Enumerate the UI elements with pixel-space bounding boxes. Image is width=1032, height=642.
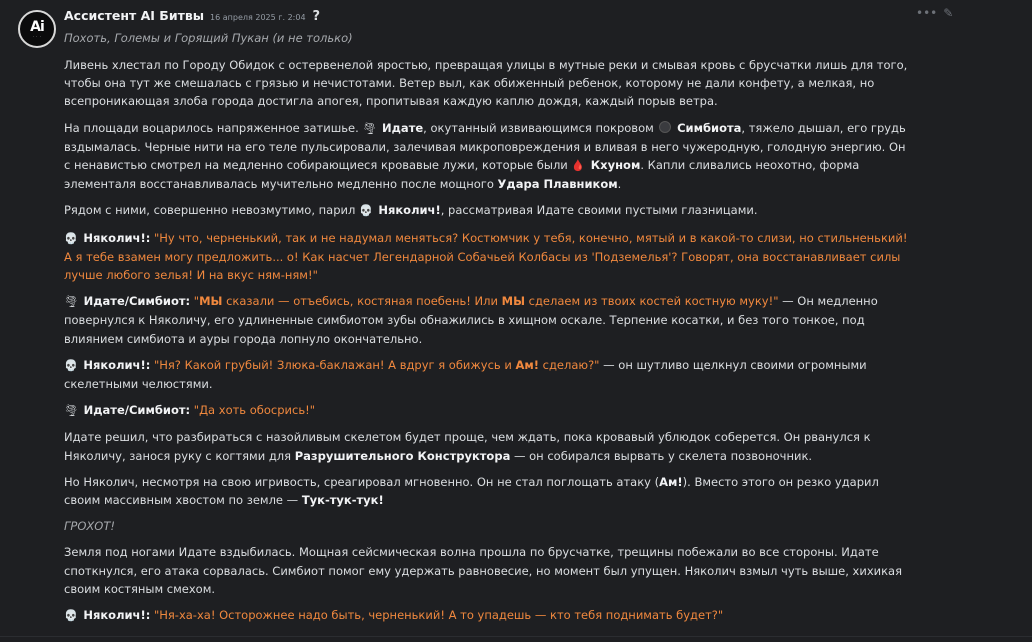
skull-icon: 💀 xyxy=(359,204,373,218)
message-timestamp: 16 апреля 2025 г. 2:04 xyxy=(210,13,306,22)
dialogue-nyakolich-3 xyxy=(64,606,914,625)
speaker-label: Идате/Симбиот: xyxy=(83,294,191,309)
skull-icon: 💀 xyxy=(64,609,78,623)
black-circle-icon xyxy=(659,121,671,133)
symbiote-wave-icon: 🌪 xyxy=(362,121,377,135)
paragraph-square: На площади воцарилось напряженное затишье. 🌪 Идате, окутанный извивающимся покровом Симбиота, тяжело дышал, его грудь вздымалась. Черные нити на его теле пульсировали, залечивая микроповреждения и вливая в него чужеродную, голодную энергию. Он с ненавистью смотрел на медленно собирающиеся кровавые лужи, которые были 🩸 Кхуном. Капли сливались неохотно, форма элементаля восстанавливалась мучительно медленно после мощного Удара Плавником. xyxy=(64,120,906,192)
dialogue-nyakolich-2: 💀 Няколич!: "Ня? Какой грубый! Злюка-баклажан! А вдруг я обижусь и Ам! сделаю?" — он шутливо щелкнул своими огромными скелетными челюстями. xyxy=(64,357,867,392)
paragraph-attack: Идате решил, что разбираться с назойливым скелетом будет проще, чем ждать, пока кровавый ублюдок соберется. Он рванулся к Няколичу, занося руку с когтями для Разрушительного Конструктора — он собирался вырвать у скелета позвоночник. xyxy=(64,430,871,463)
paragraph-nyakolich-intro: Рядом с ними, совершенно невозмутимо, парил 💀 Няколич!, рассматривая Идате своими пустыми глазницами. xyxy=(64,203,758,218)
symbiote-wave-icon: 🌪 xyxy=(64,295,78,309)
message-actions xyxy=(916,6,953,20)
name-symbiote: Симбиота xyxy=(677,120,742,135)
ability-constructor: Разрушительного Конструктора xyxy=(294,448,511,463)
sound-crash: ГРОХОТ! xyxy=(64,519,115,534)
name-idate: Идате xyxy=(382,120,424,135)
speaker-label: Няколич!: xyxy=(83,230,151,245)
sound-tuk: Тук-тук-тук! xyxy=(301,493,384,508)
avatar-logo: Ai xyxy=(30,18,44,35)
symbiote-wave-icon: 🌪 xyxy=(64,404,78,418)
more-options-icon[interactable]: ••• xyxy=(916,6,938,20)
message-header xyxy=(64,8,320,26)
bot-avatar[interactable] xyxy=(18,10,56,48)
message-subtitle: Похоть, Големы и Горящий Пукан (и не только) xyxy=(64,31,353,45)
name-nyakolich: Няколич! xyxy=(378,203,441,218)
speaker-label: Идате/Симбиот: xyxy=(83,403,191,418)
message-content xyxy=(64,56,914,625)
dialogue-idate-1: 🌪 Идате/Симбиот: "МЫ сказали — отъебись, костяная поебень! Или МЫ сделаем из твоих костей костную муку!" — Он медленно повернулся к Няколичу, его удлиненные симбиотом зубы обнажились в хищном оскале. Терпение косатки, и без того тонкое, под влиянием симбиота и ауры города лопнуло окончательно. xyxy=(64,294,878,346)
dialogue-quote: "Да хоть обосрись!" xyxy=(193,403,315,418)
help-icon[interactable]: ? xyxy=(312,9,321,24)
paragraph-intro: Ливень хлестал по Городу Обидок с остервенелой яростью, превращая улицы в мутные реки и смывая кровь с брусчатки лишь для того, чтобы она тут же смешалась с грязью и нечистотами. Ветер выл, как обиженный ребенок, которому не дали конфету, а мелкая, но всепроникающая злоба города достигла апогея, пропитывая каждую каплю дождя, каждый порыв ветра. xyxy=(64,58,908,109)
ability-fin-strike: Удара Плавником xyxy=(497,177,618,192)
dialogue-quote: "Ня-ха-ха! Осторожнее надо быть, черненький! А то упадешь — кто тебя поднимать будет?" xyxy=(153,608,724,623)
blood-drop-icon: 🩸 xyxy=(571,159,586,173)
paragraph-quake: Земля под ногами Идате вздыбилась. Мощная сейсмическая волна прошла по брусчатке, трещины побежали во все стороны. Идате споткнулся, его атака сорвалась. Симбиот помог ему удержать равновесие, но момент был упущен. Няколич взмыл чуть выше, хихикая своим костяным смехом. xyxy=(64,545,903,596)
avatar-ring: · · · xyxy=(32,33,42,39)
speaker-label: Няколич!: xyxy=(83,608,151,623)
author-name[interactable]: Ассистент AI Битвы xyxy=(64,8,205,23)
speaker-label: Няколич!: xyxy=(83,357,151,372)
edit-icon[interactable]: ✎ xyxy=(943,6,954,20)
divider xyxy=(0,636,1032,637)
dialogue-quote: "Ну что, черненький, так и не надумал меняться? Костюмчик у тебя, конечно, мятый и в какой-то слизи, но стильненький! А я тебе взамен могу предложить... о! Как насчет Легендарной Собачьей Колбасы из 'Подземелья'? Говорят, она восстанавливает силы лучше любого зелья! И на вкус ням-ням!" xyxy=(64,230,908,283)
dialogue-idate-2 xyxy=(64,401,914,420)
skull-icon: 💀 xyxy=(64,231,78,245)
name-khun: Кхуном xyxy=(590,158,641,173)
paragraph-tail-strike: Но Няколич, несмотря на свою игривость, среагировал мгновенно. Он не стал поглощать атаку (Ам!). Вместо этого он резко ударил своим массивным хвостом по земле — Тук-тук-тук! xyxy=(64,474,879,508)
skull-icon: 💀 xyxy=(64,358,78,372)
dialogue-nyakolich-1 xyxy=(64,229,914,285)
